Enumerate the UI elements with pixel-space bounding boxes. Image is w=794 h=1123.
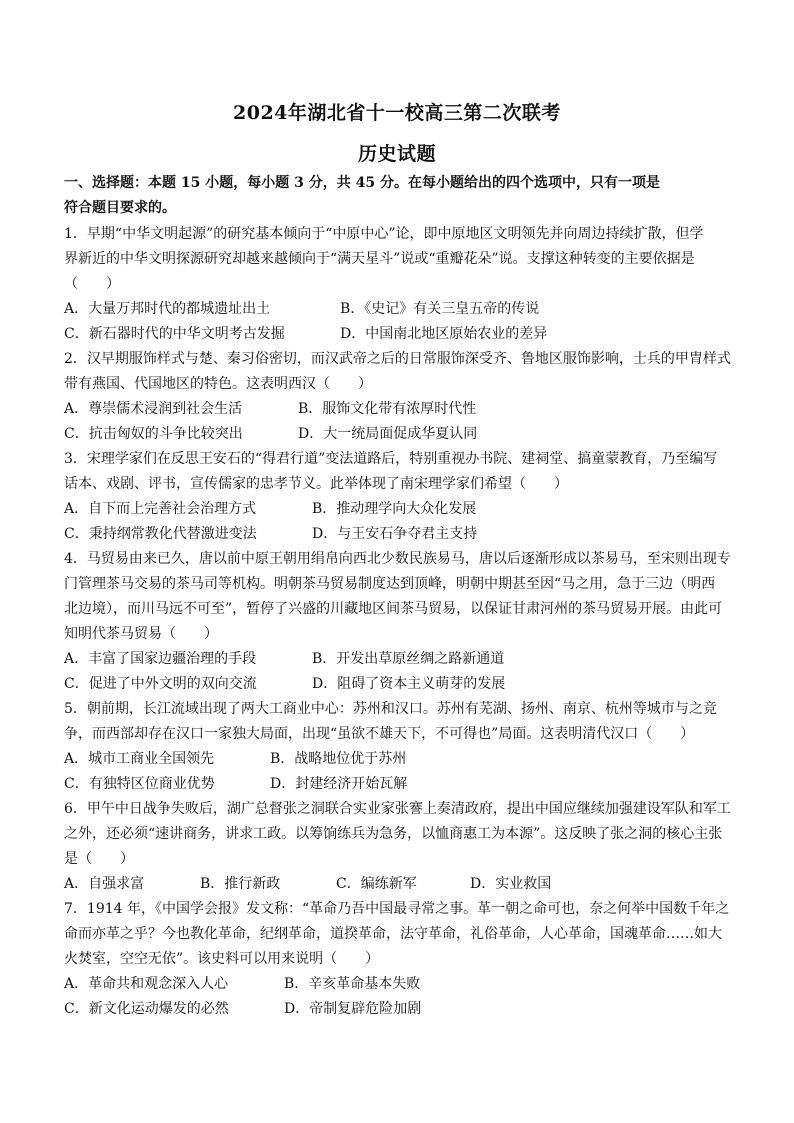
section-instruction-line-2: 符合题目要求的。 bbox=[64, 200, 176, 216]
question-1-option-c: C．新石器时代的中华文明考古发掘 bbox=[64, 326, 285, 342]
question-4-text-line-4: 知明代茶马贸易（ ） bbox=[64, 626, 218, 642]
question-7-option-c: C．新文化运动爆发的必然 bbox=[64, 1001, 229, 1017]
question-3-option-c: C．秉持纲常教化代替激进变法 bbox=[64, 526, 257, 542]
question-4-option-a: A．丰富了国家边疆治理的手段 bbox=[64, 651, 257, 667]
question-4-text-line-3: 北边境），而川马远不可至”，暂停了兴盛的川藏地区间茶马贸易，以保证甘肃河州的茶马贸易开展。由此可 bbox=[64, 601, 723, 617]
exam-title: 2024年湖北省十一校高三第二次联考 bbox=[233, 102, 561, 124]
question-1-text-line-2: 界新近的中华文明探源研究却越来越倾向于“满天星斗”说或“重瓣花朵”说。支撑这种转变的主要依据是 bbox=[64, 251, 695, 267]
question-1-text-line-3: （ ） bbox=[64, 276, 120, 292]
question-3-option-a: A．自下而上完善社会治理方式 bbox=[64, 501, 257, 517]
question-2-option-a: A．尊崇儒术浸润到社会生活 bbox=[64, 401, 243, 417]
question-3-text-line-2: 话本、戏剧、评书，宣传儒家的忠孝节义。此举体现了南宋理学家们希望（ ） bbox=[64, 476, 568, 492]
question-1-text-line-1: 1．早期“中华文明起源”的研究基本倾向于“中原中心”论，即中原地区文明领先并向周边持续扩散，但学 bbox=[64, 226, 704, 242]
question-5-text-line-2: 争，而西部却存在汉口一家独大局面，出现“虽欲不雄天下，不可得也”局面。这表明清代汉口（ ） bbox=[64, 726, 695, 742]
question-6-text-line-1: 6．甲午中日战争失败后，湖广总督张之洞联合实业家张謇上奏清政府，提出中国应继续加强建设军队和军工 bbox=[64, 801, 731, 817]
question-7-option-a: A．革命共和观念深入人心 bbox=[64, 976, 229, 992]
question-6-option-c: C．编练新军 bbox=[336, 876, 417, 892]
question-7-text-line-3: 火焚室，空空无依”。该史料可以用来说明（ ） bbox=[64, 951, 380, 967]
question-5-option-d: D．封建经济开始瓦解 bbox=[270, 776, 408, 792]
question-4-option-d: D．阻碍了资本主义萌芽的发展 bbox=[312, 676, 506, 692]
question-7-text-line-1: 7．1914 年，《中国学会报》发文称：“革命乃吾中国最寻常之事。革一朝之命可也，奈之何举中国数千年之 bbox=[64, 901, 730, 917]
question-3-text-line-1: 3．宋理学家们在反思王安石的“得君行道”变法道路后，特别重视办书院、建祠堂、搞童蒙教育，乃至编写 bbox=[64, 451, 718, 467]
question-7-option-d: D．帝制复辟危险加剧 bbox=[284, 1001, 422, 1017]
question-6-text-line-3: 是（ ） bbox=[64, 851, 134, 867]
question-2-option-d: D．大一统局面促成华夏认同 bbox=[298, 426, 478, 442]
question-3-option-d: D．与王安石争夺君主支持 bbox=[312, 526, 478, 542]
question-4-option-b: B．开发出草原丝绸之路新通道 bbox=[312, 651, 505, 667]
question-6-option-a: A．自强求富 bbox=[64, 876, 145, 892]
question-2-option-c: C．抗击匈奴的斗争比较突出 bbox=[64, 426, 243, 442]
question-3-option-b: B．推动理学向大众化发展 bbox=[312, 501, 477, 517]
question-6-option-b: B．推行新政 bbox=[200, 876, 281, 892]
question-6-text-line-2: 之外，还必须“速讲商务，讲求工政。以筹饷练兵为急务，以恤商惠工为本源”。这反映了张之洞的核心主张 bbox=[64, 826, 723, 842]
question-6-option-d: D．实业救国 bbox=[470, 876, 552, 892]
question-2-text-line-2: 带有燕国、代国地区的特色。这表明西汉（ ） bbox=[64, 376, 372, 392]
question-5-option-b: B．战略地位优于苏州 bbox=[270, 751, 407, 767]
question-5-option-a: A．城市工商业全国领先 bbox=[64, 751, 215, 767]
question-2-option-b: B．服饰文化带有浓厚时代性 bbox=[298, 401, 477, 417]
question-5-text-line-1: 5．朝前期，长江流域出现了两大工商业中心：苏州和汉口。苏州有芜湖、扬州、南京、杭州等城市与之竞 bbox=[64, 701, 717, 717]
question-4-option-c: C．促进了中外文明的双向交流 bbox=[64, 676, 257, 692]
question-2-text-line-1: 2．汉早期服饰样式与楚、秦习俗密切，而汉武帝之后的日常服饰深受齐、鲁地区服饰影响，士兵的甲胄样式 bbox=[64, 351, 731, 367]
question-4-text-line-2: 门管理茶马交易的茶马司等机构。明朝茶马贸易制度达到顶峰，明朝中期甚至因“马之用，急于三边（明西 bbox=[64, 576, 716, 592]
question-4-text-line-1: 4．马贸易由来已久，唐以前中原王朝用绢帛向西北少数民族易马，唐以后逐渐形成以茶易马，至宋则出现专 bbox=[64, 551, 731, 567]
question-7-text-line-2: 命而亦革之乎？今也教化革命，纪纲革命，道揆革命，法守革命，礼俗革命，人心革命，国魂革命……如大 bbox=[64, 926, 722, 942]
question-7-option-b: B．辛亥革命基本失败 bbox=[284, 976, 421, 992]
question-1-option-b: B．《史记》有关三皇五帝的传说 bbox=[340, 301, 540, 317]
exam-subtitle: 历史试题 bbox=[357, 143, 436, 165]
question-1-option-d: D．中国南北地区原始农业的差异 bbox=[340, 326, 548, 342]
question-5-option-c: C．有独特区位商业优势 bbox=[64, 776, 215, 792]
question-1-option-a: A．大量万邦时代的都城遗址出土 bbox=[64, 301, 271, 317]
section-instruction-line-1: 一、选择题：本题 15 小题，每小题 3 分，共 45 分。在每小题给出的四个选项中，只有一项是 bbox=[64, 175, 660, 191]
